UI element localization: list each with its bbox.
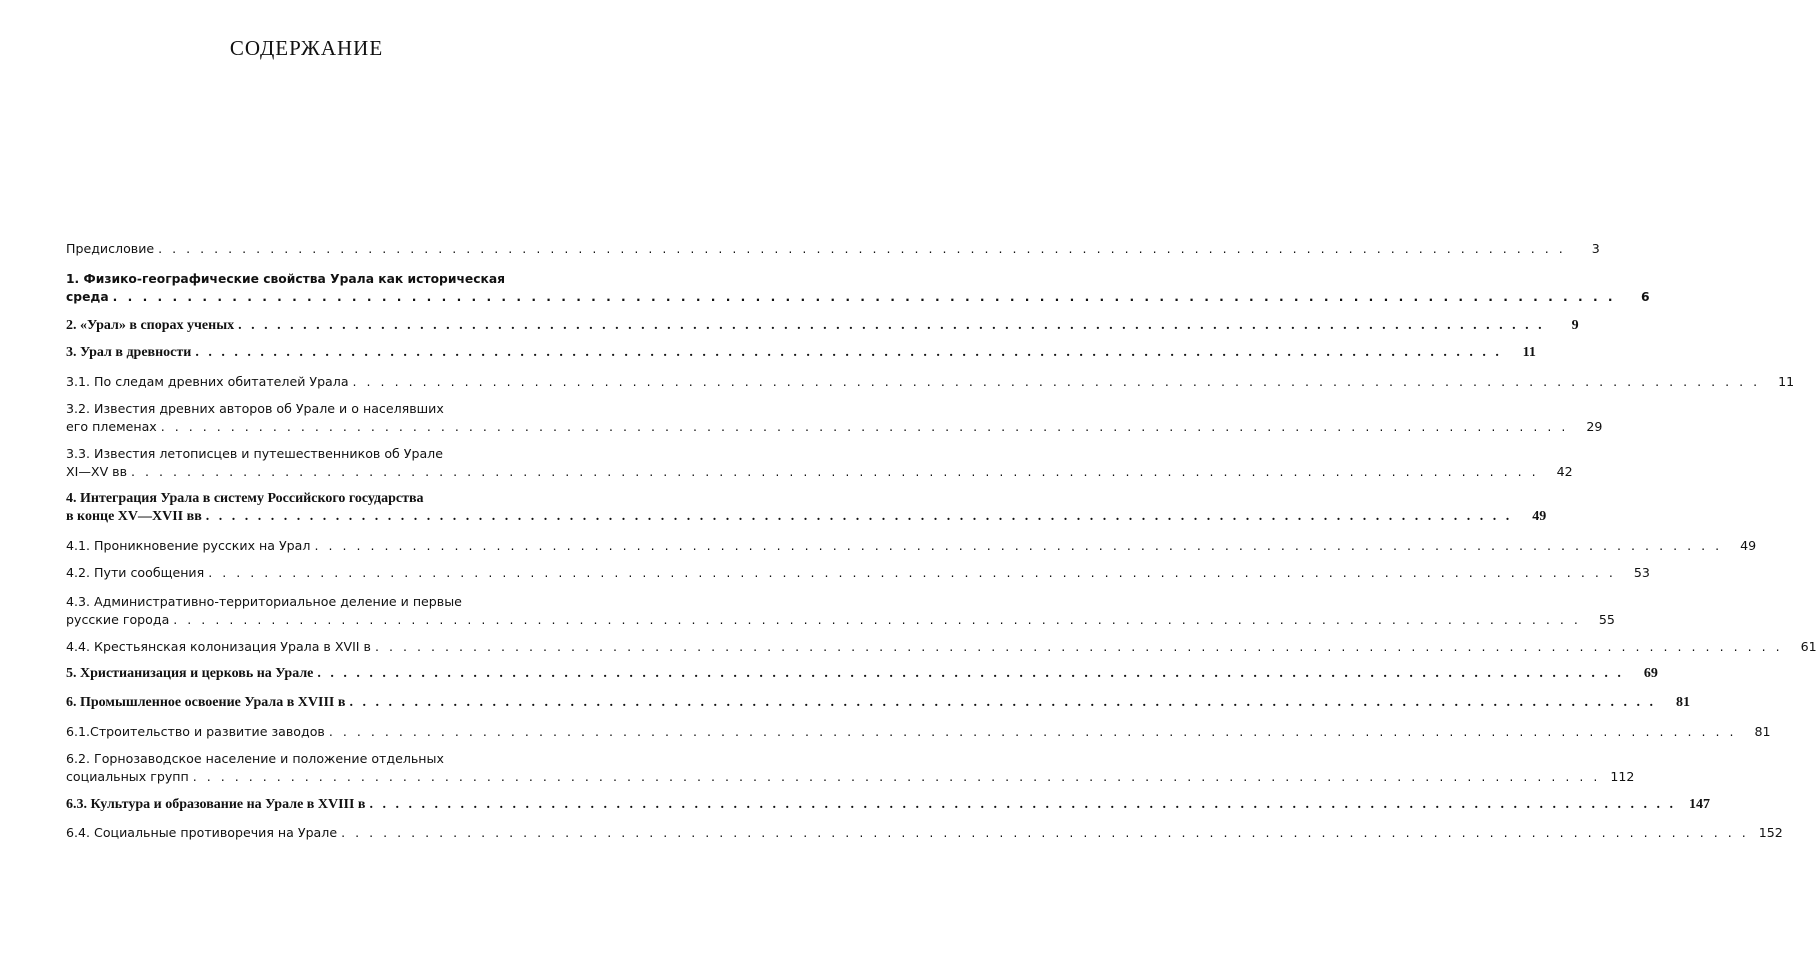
leader-dots xyxy=(341,824,1749,842)
toc-entry xyxy=(66,638,1817,656)
toc-entry-page: 147 xyxy=(1688,797,1710,812)
toc-entry xyxy=(66,240,1600,258)
toc-entry-line1: 6.2. Горнозаводское население и положение отдельных xyxy=(66,751,444,766)
toc-entry-text: социальных групп xyxy=(66,769,189,784)
leader-dots xyxy=(238,317,1545,335)
toc-entry-text: 6.3. Культура и образование на Урале в XVIII в xyxy=(66,797,366,812)
toc-entry xyxy=(66,723,1771,741)
toc-entry xyxy=(66,317,1579,335)
toc-entry-page: 55 xyxy=(1598,612,1615,627)
toc-entry-page: 53 xyxy=(1633,565,1650,580)
toc-entry-text: русские города xyxy=(66,612,170,627)
toc-entry xyxy=(66,796,1710,814)
toc-entry xyxy=(66,373,1795,391)
leader-dots xyxy=(158,240,1566,258)
toc-entry xyxy=(66,270,1650,306)
toc-entry-text: Предисловие xyxy=(66,241,155,256)
toc-entry-page: 11 xyxy=(1522,345,1536,360)
toc-entry-text: 4.2. Пути сообщения xyxy=(66,565,205,580)
leader-dots xyxy=(349,694,1656,712)
leader-dots xyxy=(113,288,1616,306)
leader-dots xyxy=(173,611,1581,629)
toc-entry-page: 29 xyxy=(1586,419,1603,434)
leader-dots xyxy=(317,665,1624,683)
toc-entry-page: 49 xyxy=(1532,509,1547,524)
toc-entry-text: 3. Урал в древности xyxy=(66,345,192,360)
toc-entry-line1: 1. Физико-географические свойства Урала как историческая xyxy=(66,272,506,286)
toc-entry-line1: 4. Интеграция Урала в систему Российского государства xyxy=(66,491,424,506)
leader-dots xyxy=(353,373,1761,391)
toc-entry-text: 5. Христианизация и церковь на Урале xyxy=(66,666,314,681)
leader-dots xyxy=(206,508,1513,526)
toc-entry-page: 81 xyxy=(1675,695,1690,710)
toc-entry-line1: 4.3. Административно-территориальное деление и первые xyxy=(66,594,462,609)
toc-entry-line1: 3.3. Известия летописцев и путешественников об Урале xyxy=(66,446,443,461)
leader-dots xyxy=(161,418,1569,436)
toc-entry xyxy=(66,490,1547,526)
leader-dots xyxy=(369,796,1676,814)
toc-entry-page: 3 xyxy=(1591,241,1600,256)
toc-entry xyxy=(66,445,1573,481)
toc-entry-text: XI—XV вв xyxy=(66,464,128,479)
toc-entry-page: 6 xyxy=(1641,290,1650,304)
toc-entry-page: 152 xyxy=(1758,825,1783,840)
toc-entry-line1: 3.2. Известия древних авторов об Урале и о населявших xyxy=(66,401,444,416)
page-title: СОДЕРЖАНИЕ xyxy=(229,36,384,60)
toc-entry-page: 9 xyxy=(1571,318,1579,333)
leader-dots xyxy=(193,768,1601,786)
leader-dots xyxy=(375,638,1783,656)
toc-entry xyxy=(66,564,1650,582)
toc-entry-page: 112 xyxy=(1610,769,1635,784)
toc-entry-text: 4.1. Проникновение русских на Урал xyxy=(66,538,311,553)
leader-dots xyxy=(195,344,1502,362)
toc-entry-page: 81 xyxy=(1754,724,1771,739)
leader-dots xyxy=(131,463,1539,481)
toc-entry-page: 11 xyxy=(1778,374,1795,389)
toc-entry-text: 2. «Урал» в спорах ученых xyxy=(66,318,235,333)
toc-entry xyxy=(66,750,1635,786)
leader-dots xyxy=(208,564,1616,582)
toc-entry-page: 49 xyxy=(1740,538,1757,553)
toc-entry xyxy=(66,537,1757,555)
toc-entry-text: 3.1. По следам древних обитателей Урала xyxy=(66,374,349,389)
toc-entry-text: 6.4. Социальные противоречия на Урале xyxy=(66,825,338,840)
toc-entry-text: 4.4. Крестьянская колонизация Урала в XVII в xyxy=(66,639,371,654)
leader-dots xyxy=(314,537,1722,555)
leader-dots xyxy=(329,723,1737,741)
toc-entry xyxy=(66,593,1615,629)
toc-entry-text: 6. Промышленное освоение Урала в XVIII в xyxy=(66,695,346,710)
toc-entry-text: его племенах xyxy=(66,419,157,434)
toc-entry-text: среда xyxy=(66,290,109,304)
toc-entry-text: 6.1.Строительство и развитие заводов xyxy=(66,724,325,739)
toc-entry xyxy=(66,665,1658,683)
toc-entry-page: 69 xyxy=(1643,666,1658,681)
toc-entry xyxy=(66,694,1690,712)
toc-entry-page: 61 xyxy=(1800,639,1817,654)
toc-entry-page: 42 xyxy=(1556,464,1573,479)
toc-entry-text: в конце XV—XVII вв xyxy=(66,509,202,524)
toc-entry xyxy=(66,400,1603,436)
toc-entry xyxy=(66,824,1783,842)
toc-entry xyxy=(66,344,1536,362)
